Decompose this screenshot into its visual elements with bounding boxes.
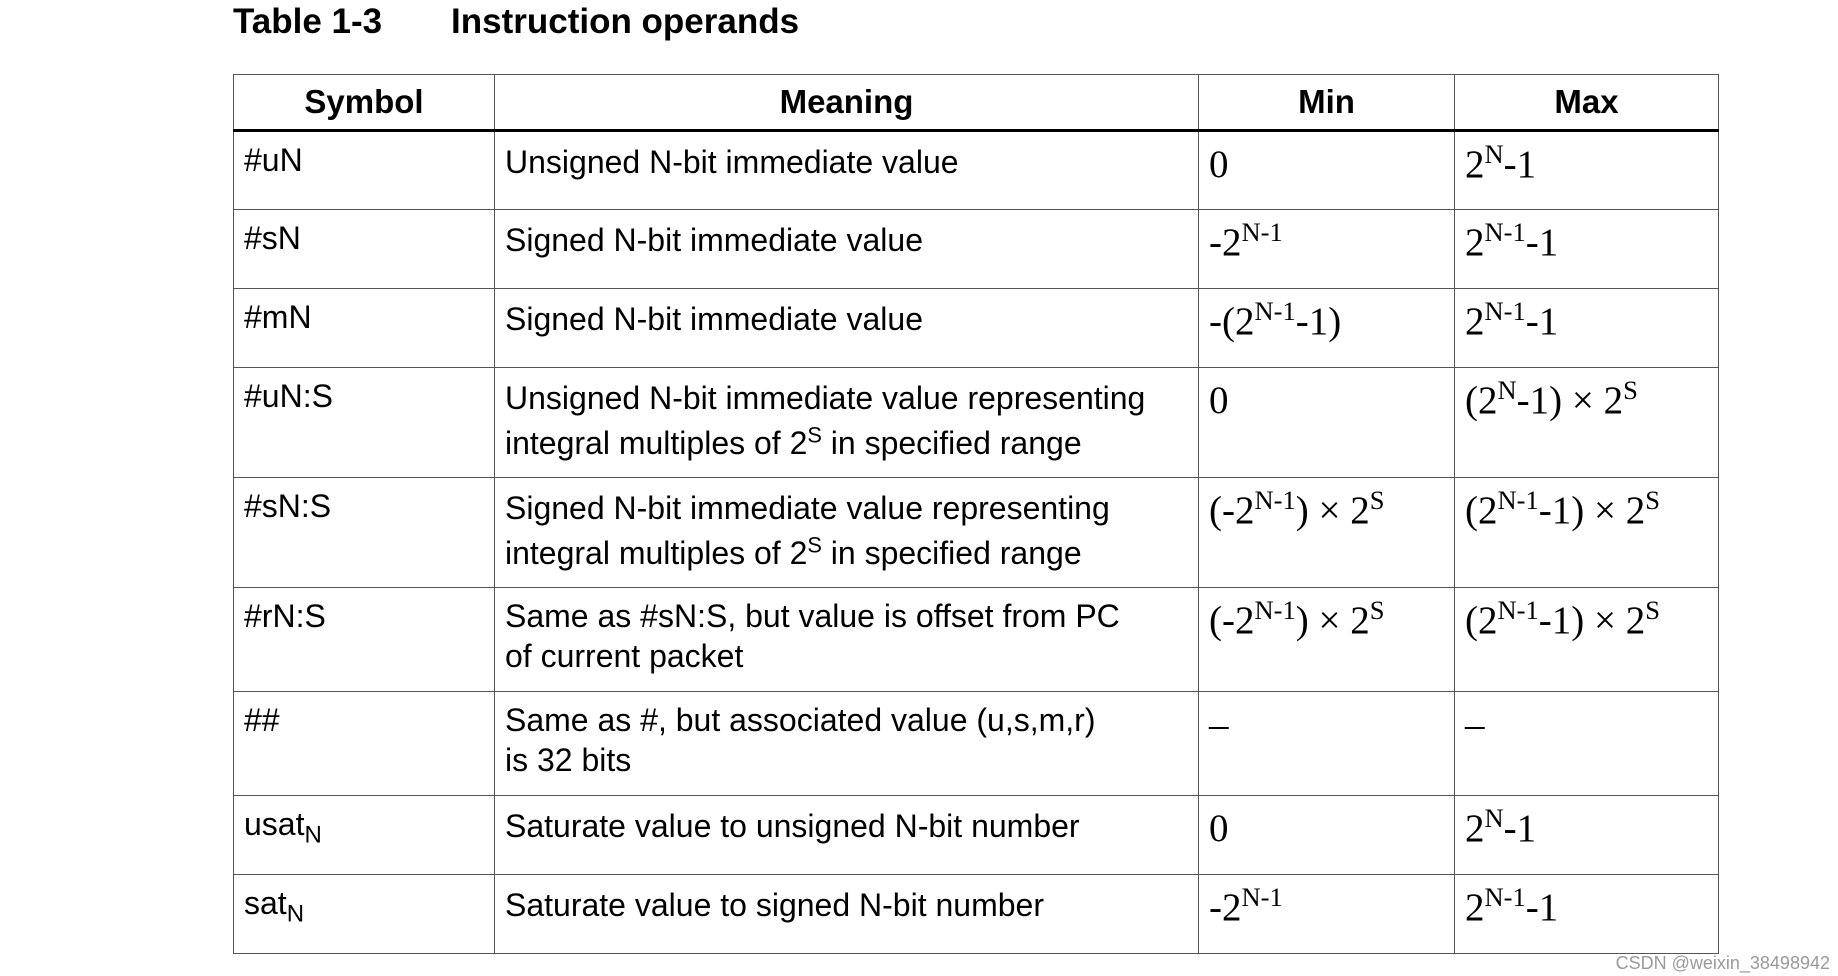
symbol-cell: #uN:S <box>234 368 495 478</box>
min-cell: 0 <box>1199 796 1455 875</box>
symbol-cell: #sN:S <box>234 478 495 588</box>
max-cell: $2^N-1$ <box>1455 131 1719 210</box>
min-cell: $(-2^{N-1}) \times 2^S$ <box>1199 588 1455 692</box>
table-number: Table 1-3 <box>233 2 383 41</box>
meaning-cell: Same as #sN:S, but value is offset from PC of current packet <box>495 588 1199 692</box>
symbol-cell: #uN <box>234 131 495 210</box>
table-row <box>234 368 1719 478</box>
meaning-cell: Signed N-bit immediate value representing integral multiples of $2^S$ in specified range <box>495 478 1199 588</box>
instruction-operands-table <box>233 74 1719 954</box>
table-row <box>234 796 1719 875</box>
min-cell: $(-2^{N-1}) \times 2^S$ <box>1199 478 1455 588</box>
meaning-cell: Unsigned N-bit immediate value representing integral multiples of $2^S$ in specified range <box>495 368 1199 478</box>
symbol-cell: sat$_N$ <box>234 875 495 954</box>
max-cell: $2^{N-1}-1$ <box>1455 875 1719 954</box>
symbol-cell: #rN:S <box>234 588 495 692</box>
table-row <box>234 875 1719 954</box>
max-cell: – <box>1455 692 1719 796</box>
table-row <box>234 692 1719 796</box>
table-row <box>234 588 1719 692</box>
header-min: Min <box>1199 75 1455 131</box>
symbol-cell: usat$_N$ <box>234 796 495 875</box>
min-cell: $-(2^{N-1}-1)$ <box>1199 289 1455 368</box>
table-row <box>234 478 1719 588</box>
min-cell: $-2^{N-1}$ <box>1199 210 1455 289</box>
max-cell: $2^{N-1}-1$ <box>1455 210 1719 289</box>
watermark: CSDN @weixin_38498942 <box>1615 953 1830 973</box>
table-row <box>234 131 1719 210</box>
table-title: Instruction operands <box>451 2 800 41</box>
header-row <box>234 75 1719 131</box>
min-cell: $-2^{N-1}$ <box>1199 875 1455 954</box>
max-cell: $(2^{N-1}-1) \times 2^S$ <box>1455 588 1719 692</box>
max-cell: $(2^{N-1}-1) \times 2^S$ <box>1455 478 1719 588</box>
meaning-cell: Same as #, but associated value (u,s,m,r) is 32 bits <box>495 692 1199 796</box>
min-cell: – <box>1199 692 1455 796</box>
meaning-cell: Signed N-bit immediate value <box>495 210 1199 289</box>
min-cell: 0 <box>1199 368 1455 478</box>
header-meaning: Meaning <box>495 75 1199 131</box>
max-cell: $2^{N-1}-1$ <box>1455 289 1719 368</box>
symbol-cell: #sN <box>234 210 495 289</box>
symbol-cell: #mN <box>234 289 495 368</box>
meaning-cell: Unsigned N-bit immediate value <box>495 131 1199 210</box>
meaning-cell: Saturate value to unsigned N-bit number <box>495 796 1199 875</box>
symbol-cell: ## <box>234 692 495 796</box>
header-symbol: Symbol <box>234 75 495 131</box>
min-cell: 0 <box>1199 131 1455 210</box>
table-caption <box>233 2 799 42</box>
table-row <box>234 289 1719 368</box>
table-row <box>234 210 1719 289</box>
max-cell: $2^N-1$ <box>1455 796 1719 875</box>
max-cell: $(2^N-1) \times 2^S$ <box>1455 368 1719 478</box>
meaning-cell: Signed N-bit immediate value <box>495 289 1199 368</box>
meaning-cell: Saturate value to signed N-bit number <box>495 875 1199 954</box>
header-max: Max <box>1455 75 1719 131</box>
